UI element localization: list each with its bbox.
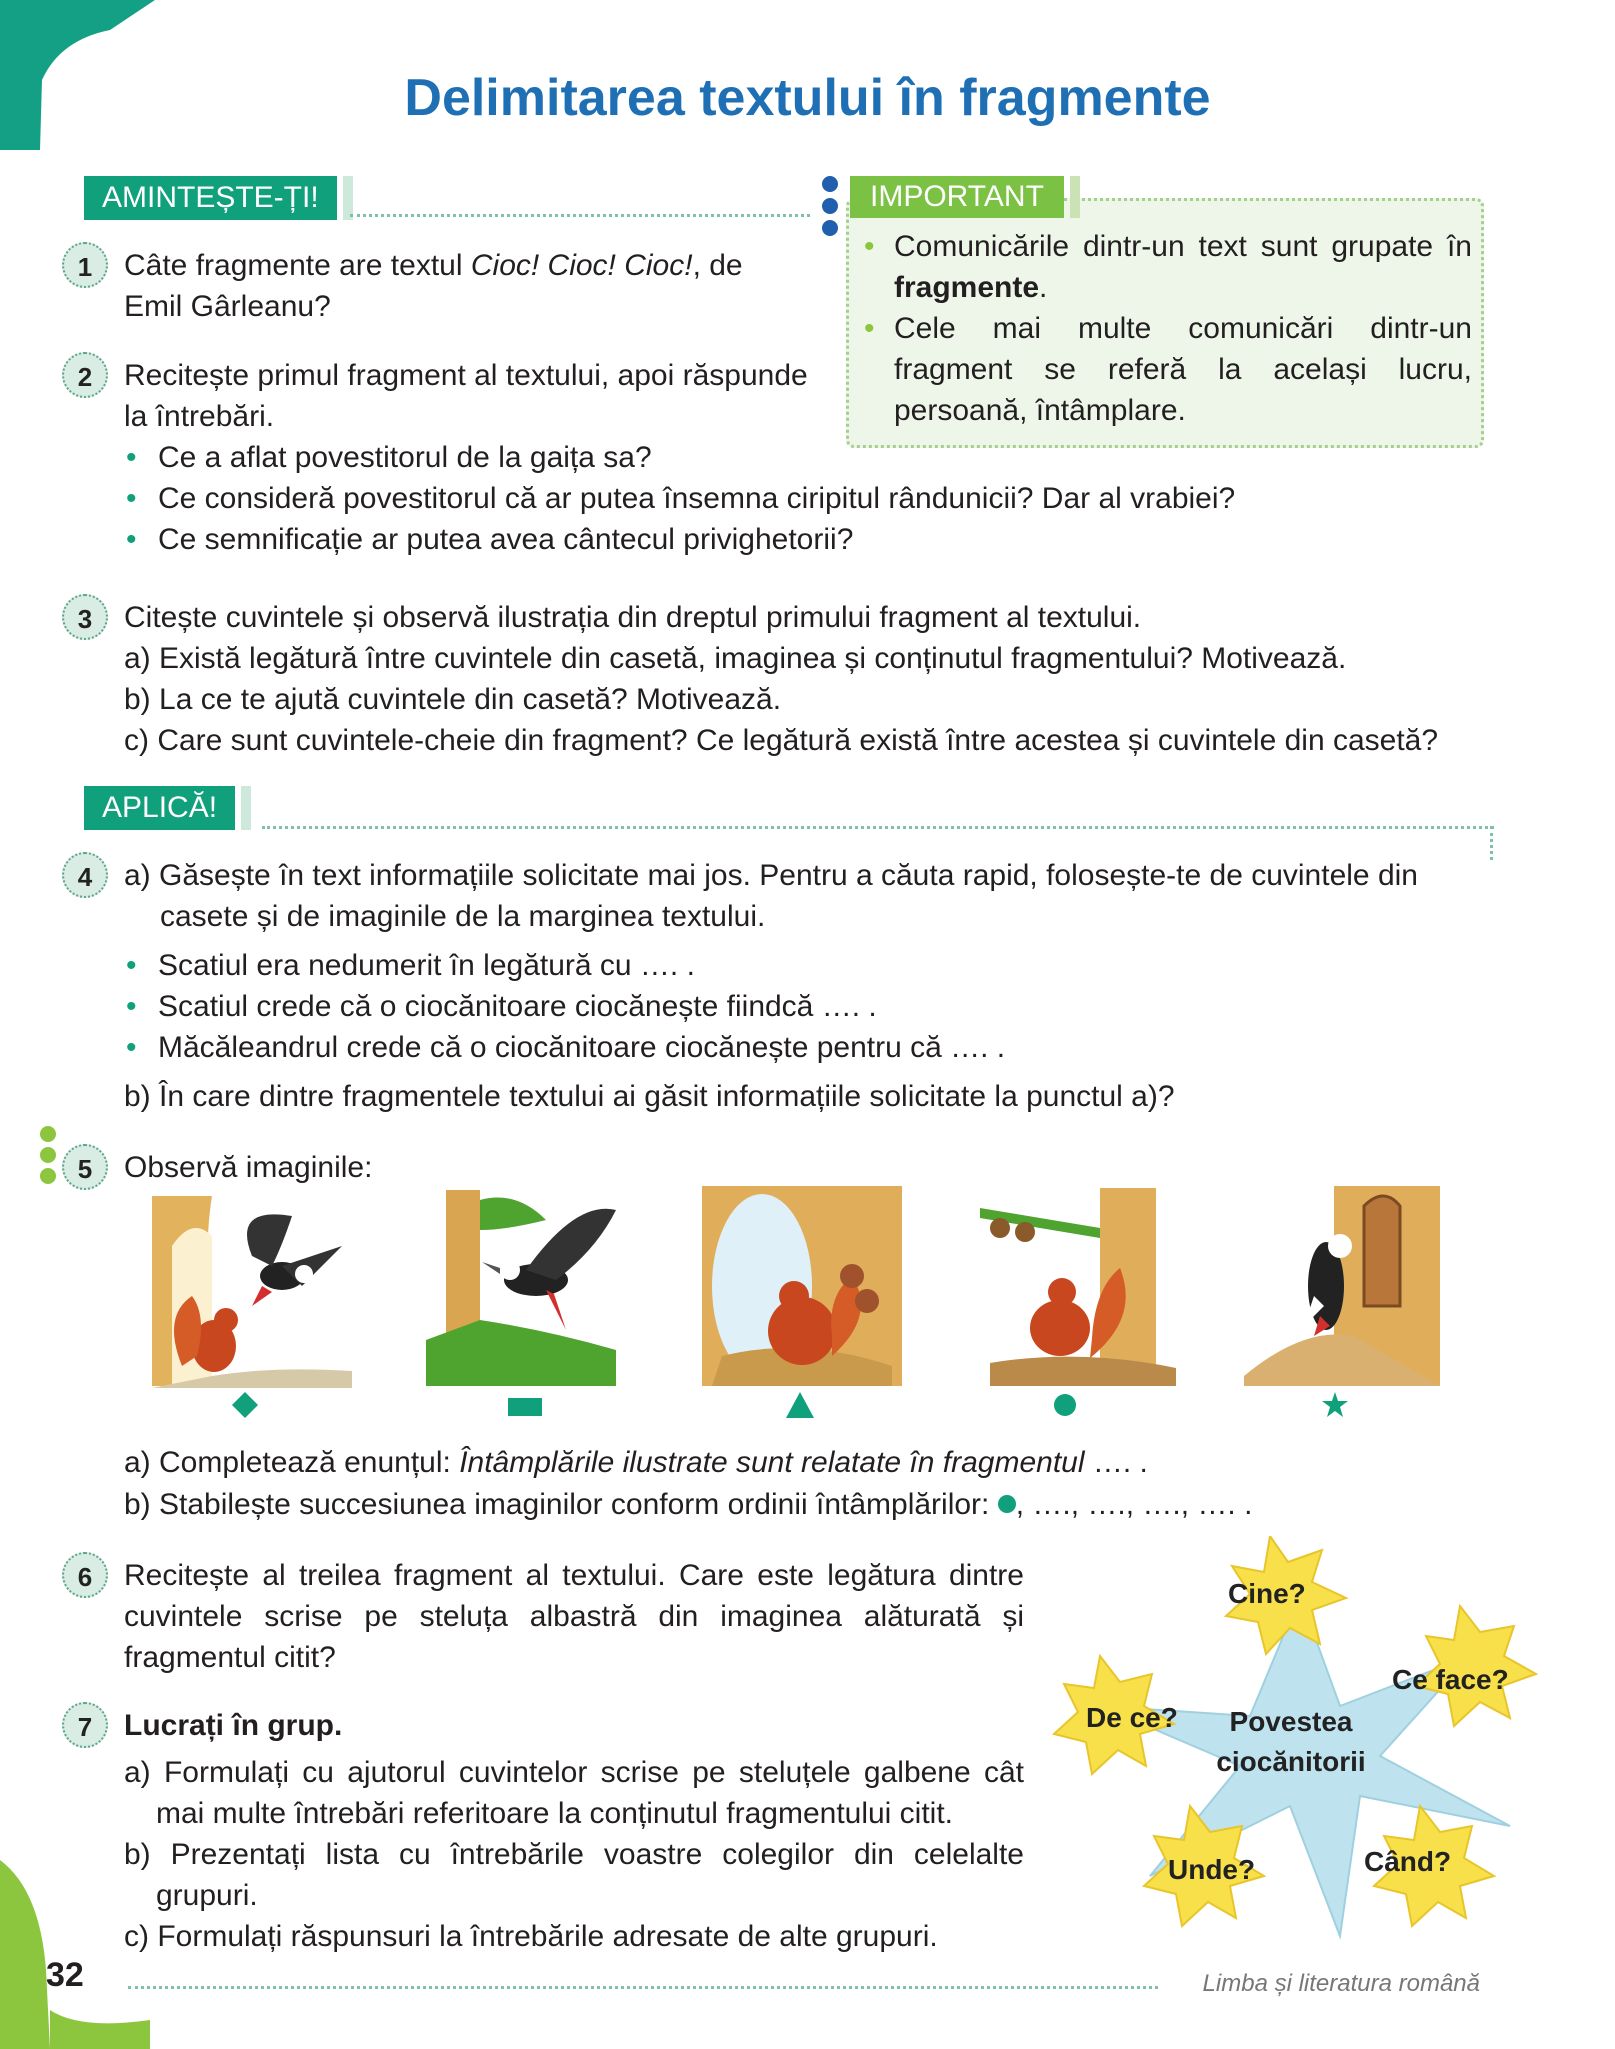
list-item: • Ce semnificație ar putea avea cântecul privighetorii? xyxy=(124,519,1324,560)
list-item: • Ce consideră povestitorul că ar putea însemna ciripitul rândunicii? Dar al vrabiei? xyxy=(124,478,1324,519)
footer-subject: Limba și literatura română xyxy=(1202,1970,1480,1997)
exercise-5-text: Observă imaginile: xyxy=(124,1151,373,1184)
exercise-3-block xyxy=(124,597,1544,761)
exercise-5-a: a) Completează enunțul: Întâmplările ilustrate sunt relatate în fragmentul …. . xyxy=(124,1446,1148,1479)
section-tag-aplica: APLICĂ! xyxy=(84,786,235,830)
section-tag-important: IMPORTANT xyxy=(850,176,1064,218)
important-dots xyxy=(822,176,838,236)
section-tag-aminteste: AMINTEȘTE-ȚI! xyxy=(84,176,337,220)
exercise-7-b: b) Prezentați lista cu întrebările voastre colegilor din celelalte grupuri. xyxy=(124,1838,1024,1912)
page-title: Delimitarea textului în fragmente xyxy=(404,69,1211,127)
woodpecker-on-tree-illustration xyxy=(426,1190,626,1386)
important-list: • Comunicările dintr-un text sunt grupate în fragmente. • Cele mai multe comunicări dintr-un fragment se referă la același lucru, persoană, întâmplare. xyxy=(852,226,1472,431)
exercise-2-bullets xyxy=(124,437,1324,560)
woodpecker-at-tree-door-illustration xyxy=(1244,1186,1440,1386)
squirrel-with-acorns-illustration xyxy=(980,1188,1176,1386)
exercise-5-dots xyxy=(40,1126,56,1184)
rectangle-symbol xyxy=(508,1398,542,1416)
exercise-number: 7 xyxy=(62,1702,108,1748)
exercise-4-block xyxy=(124,855,1544,1117)
list-item: • Scatiul crede că o ciocănitoare ciocănește fiindcă …. . xyxy=(124,986,1544,1027)
exercise-7-c: c) Formulați răspunsuri la întrebările adresate de alte grupuri. xyxy=(124,1920,938,1953)
exercise-3-text: Citește cuvintele și observă ilustrația din dreptul primului fragment al textului. xyxy=(124,601,1142,634)
star-center-label: Povestea ciocănitorii xyxy=(1216,1706,1366,1777)
circle-symbol xyxy=(1054,1394,1076,1416)
exercise-4-a: a) Găsește în text informațiile solicitate mai jos. Pentru a căuta rapid, folosește-te de cuvintele din xyxy=(124,859,1418,892)
exercise-7-a: a) Formulați cu ajutorul cuvintelor scrise pe steluțele galbene cât mai multe întrebări referitoare la conținutul fragmentului citit. xyxy=(124,1756,1024,1830)
exercise-number: 1 xyxy=(62,242,108,288)
exercise-number: 3 xyxy=(62,594,108,640)
list-item: • Ce a aflat povestitorul de la gaița sa? xyxy=(124,437,1324,478)
exercise-3-c: c) Care sunt cuvintele-cheie din fragment? Ce legătură există între acestea și cuvintele din casetă? xyxy=(124,724,1439,757)
exercise-6-text: Recitește al treilea fragment al textului. Care este legătura dintre cuvintele scrise pe steluța albastră din imaginea alăturată și fragmentul citit? xyxy=(124,1559,1024,1674)
exercise-number: 5 xyxy=(62,1144,108,1190)
list-item: • Scatiul era nedumerit în legătură cu …. . xyxy=(124,945,1544,986)
list-item: • Măcăleandrul crede că o ciocănitoare ciocănește pentru că …. . xyxy=(124,1027,1544,1068)
exercise-4-a-cont: casete și de imaginile de la marginea textului. xyxy=(160,900,766,933)
exercise-number: 6 xyxy=(62,1552,108,1598)
important-item: Comunicările dintr-un text sunt grupate în xyxy=(894,230,1472,263)
exercise-number: 4 xyxy=(62,852,108,898)
important-item: • Cele mai multe comunicări dintr-un fragment se referă la același lucru, persoană, întâmplare. xyxy=(852,308,1472,431)
triangle-symbol xyxy=(786,1392,814,1418)
exercise-7-block xyxy=(124,1752,1024,1957)
star-label-who: Cine? xyxy=(1228,1578,1306,1609)
diamond-symbol xyxy=(232,1392,258,1418)
squirrel-and-woodpecker-illustration xyxy=(152,1196,352,1388)
page-number: 32 xyxy=(46,1956,84,1994)
circle-symbol-inline xyxy=(998,1495,1016,1513)
exercise-4-b: b) În care dintre fragmentele textului ai găsit informațiile solicitate la punctul a)? xyxy=(124,1080,1175,1113)
star-label-what: Ce face? xyxy=(1392,1664,1509,1695)
divider xyxy=(350,214,810,217)
star-label-why: De ce? xyxy=(1086,1702,1178,1733)
exercise-7-title: Lucrați în grup. xyxy=(124,1709,343,1742)
exercise-3-b: b) La ce te ajută cuvintele din casetă? Motivează. xyxy=(124,683,782,716)
squirrel-in-tree-hollow-illustration xyxy=(702,1186,902,1386)
star-label-when: Când? xyxy=(1364,1846,1452,1877)
exercise-number: 2 xyxy=(62,352,108,398)
divider xyxy=(262,826,1494,829)
exercise-3-a: a) Există legătură între cuvintele din casetă, imaginea și conținutul fragmentului? Motivează. xyxy=(124,642,1347,675)
star-symbol xyxy=(1322,1392,1348,1418)
star-label-where: Unde? xyxy=(1168,1854,1256,1885)
important-keyword: fragmente xyxy=(894,271,1040,304)
footer-divider xyxy=(128,1986,1158,1989)
exercise-2-text: Recitește primul fragment al textului, apoi răspunde la întrebări. xyxy=(124,359,808,433)
exercise-5-b: b) Stabilește succesiunea imaginilor conform ordinii întâmplărilor: , …., …., …., …. . xyxy=(124,1488,1253,1521)
exercise-1-text: Câte fragmente are textul Cioc! Cioc! Cioc!, de Emil Gârleanu? xyxy=(124,249,743,323)
